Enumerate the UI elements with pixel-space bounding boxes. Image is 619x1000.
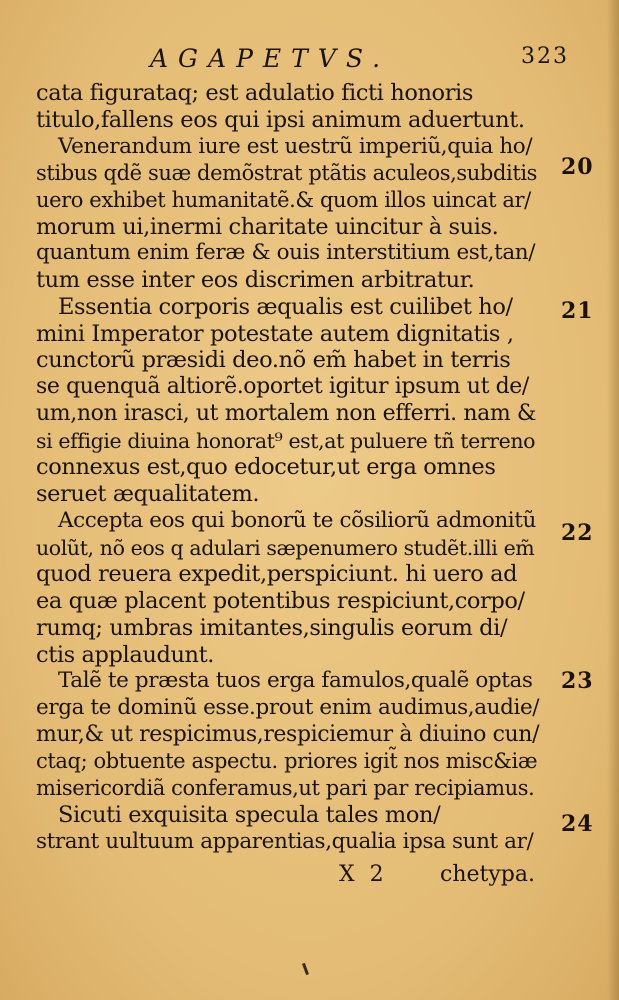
text-line: uolũt, nõ eos q adulari sæpenumero studẽt.illi em̃ xyxy=(36,536,535,560)
margin-section-number: 22 xyxy=(561,520,594,546)
text-line: titulo,fallens eos qui ipsi animum aduertunt. xyxy=(36,107,525,133)
ink-mark xyxy=(302,963,309,975)
text-line: quod reuera expedit,perspiciunt. hi uero ad xyxy=(36,561,518,587)
text-line: se quenquã altiorẽ.oportet igitur ipsum ut de/ xyxy=(36,374,529,399)
text-line: cata figurataq; est adulatio ficti honoris xyxy=(36,80,474,106)
text-line: um,non irasci, ut mortalem non efferri. nam & xyxy=(36,401,537,426)
text-line: Accepta eos qui bonorũ te cõsiliorũ admonitũ xyxy=(58,508,536,533)
catchword: chetypa. xyxy=(440,862,535,887)
text-line: erga te dominũ esse.prout enim audimus,audie/ xyxy=(36,695,540,720)
text-line: stibus qdẽ suæ demõstrat ptãtis aculeos,subditis xyxy=(36,161,538,185)
text-line: Venerandum iure est uestrũ imperiũ,quia ho/ xyxy=(58,134,533,159)
text-line: quantum enim feræ & ouis interstitium est,tan/ xyxy=(36,240,536,265)
margin-section-number: 24 xyxy=(561,811,594,837)
text-line: Essentia corporis æqualis est cuilibet ho/ xyxy=(58,294,513,320)
text-line: uero exhibet humanitatẽ.& quom illos uincat ar/ xyxy=(36,188,531,212)
text-line: morum ui,inermi charitate uincitur à suis. xyxy=(36,214,499,240)
text-line: ea quæ placent potentibus respiciunt,corpo/ xyxy=(36,588,525,614)
text-line: ctis applaudunt. xyxy=(36,642,215,668)
signature-mark: X 2 xyxy=(339,862,388,887)
text-line: rumq; umbras imitantes,singulis eorum di/ xyxy=(36,615,508,641)
text-line: si effigie diuina honorat⁹ est,at puluere tñ terreno xyxy=(36,429,536,453)
text-line: strant uultuum apparentias,qualia ipsa sunt ar/ xyxy=(36,829,534,854)
page-footer xyxy=(0,862,619,896)
page-spine-shadow xyxy=(607,0,619,1000)
text-line: Sicuti exquisita specula tales mon/ xyxy=(58,802,441,828)
margin-section-number: 20 xyxy=(561,154,594,180)
margin-section-number: 21 xyxy=(561,298,594,324)
text-line: mur,& ut respicimus,respiciemur à diuino cun/ xyxy=(36,722,540,747)
text-line: mini Imperator potestate autem dignitatis , xyxy=(36,321,514,347)
page-header xyxy=(0,44,619,78)
text-line: cunctorũ præsidi deo.nõ em̃ habet in terris xyxy=(36,347,511,373)
text-line: seruet æqualitatem. xyxy=(36,481,260,507)
text-line: ctaq; obtuente aspectu. priores igit̃ nos misc&iæ xyxy=(36,749,538,773)
running-title: AGAPETVS. xyxy=(150,44,391,73)
text-line: connexus est,quo edocetur,ut erga omnes xyxy=(36,454,496,480)
text-line: misericordiã conferamus,ut pari par recipiamus. xyxy=(36,776,535,800)
margin-section-number: 23 xyxy=(561,668,594,694)
page-number: 323 xyxy=(521,44,569,69)
text-line: tum esse inter eos discrimen arbitratur. xyxy=(36,267,475,293)
text-line: Talẽ te præsta tuos erga famulos,qualẽ optas xyxy=(58,668,533,693)
